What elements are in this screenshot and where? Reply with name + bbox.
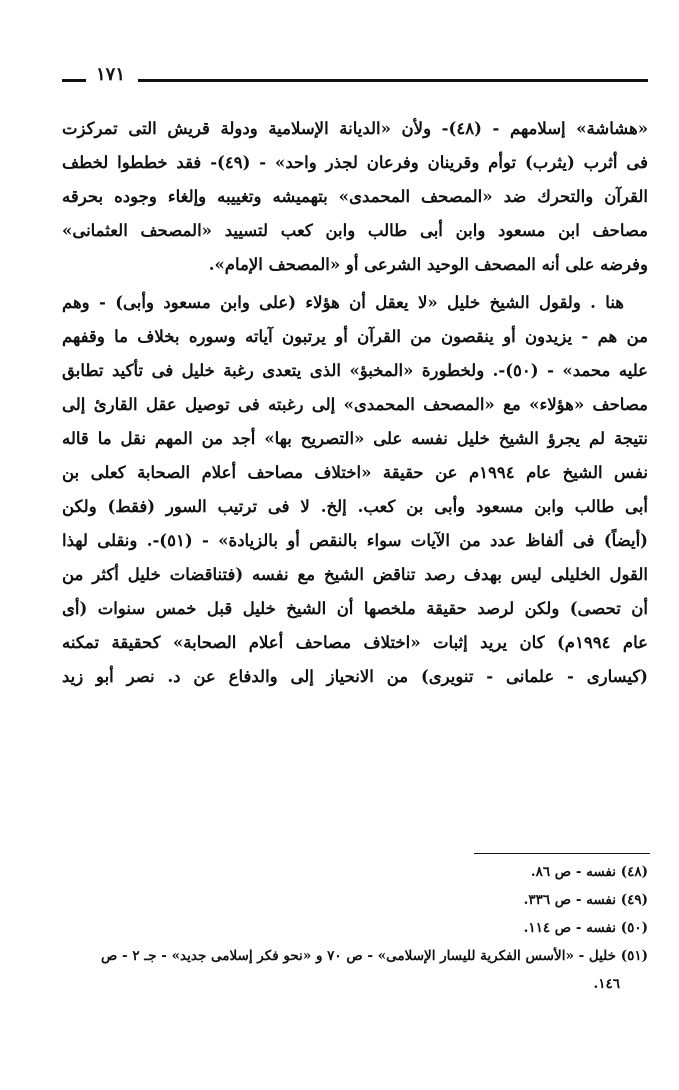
footnote-separator bbox=[474, 853, 650, 854]
text-line: نفس الشيخ عام ١٩٩٤م عن حقيقة «اختلاف مصاحف أعلام الصحابة كعلى بن bbox=[62, 463, 648, 482]
text-line: هنا . ولقول الشيخ خليل «لا يعقل أن هؤلاء (على وابن مسعود وأبى) - وهم bbox=[62, 293, 624, 312]
text-line: عام ١٩٩٤م) كان يريد إثبات «اختلاف مصاحف أعلام الصحابة» كحقيقة تمكنه bbox=[62, 633, 648, 652]
footnote: (٤٩) نفسه - ص ٣٣٦. bbox=[523, 892, 648, 908]
page-number: ١٧١ bbox=[96, 64, 126, 85]
footnotes bbox=[62, 858, 648, 998]
text-line: من هم - يزيدون أو ينقصون من القرآن أو يرتبون آياته وسوره بخلاف ما وقفهم bbox=[62, 327, 648, 346]
text-line: عليه محمد» - (٥٠)-. ولخطورة «المخبؤ» الذى يتعدى رغبة خليل فى تأكيد تطابق bbox=[62, 361, 648, 380]
text-line: أن تحصى) ولكن لرصد حقيقة ملخصها أن الشيخ خليل قبل خمس سنوات (أى bbox=[62, 599, 648, 618]
text-line: مصاحف ابن مسعود وابن أبى طالب وابن كعب لتسييد «المصحف العثمانى» bbox=[62, 221, 648, 240]
text-line: مصاحف «هؤلاء» مع «المصحف المحمدى» إلى رغبته فى توصيل عقل القارئ إلى bbox=[62, 395, 648, 414]
header-rule-left bbox=[62, 79, 86, 82]
footnote: (٥١) خليل - «الأسس الفكرية لليسار الإسلامى» - ص ٧٠ و «نحو فكر إسلامى جديد» - جـ ٢ - ص bbox=[101, 948, 648, 964]
header-rule-right bbox=[138, 79, 648, 82]
text-line: (كيسارى - علمانى - تنويرى) من الانحياز إلى والدفاع عن د. نصر أبو زيد bbox=[62, 667, 648, 686]
footnote-continuation: ١٤٦. bbox=[593, 976, 620, 992]
text-line: نتيجة لم يجرؤ الشيخ خليل نفسه على «التصريح بها» أجد من المهم نقل ما قاله bbox=[62, 429, 648, 448]
body-text bbox=[62, 112, 648, 694]
text-line: القرآن والتحرك ضد «المصحف المحمدى» بتهميشه وتغييبه وإلغاء وجوده بحرقه bbox=[62, 187, 648, 206]
text-line: فى أثرب (يثرب) توأم وقرينان وفرعان لجذر واحد» - (٤٩)- فقد خططوا لخطف bbox=[62, 153, 648, 172]
footnote: (٤٨) نفسه - ص ٨٦. bbox=[530, 864, 648, 880]
page-header bbox=[62, 62, 648, 92]
text-line: وفرضه على أنه المصحف الوحيد الشرعى أو «المصحف الإمام». bbox=[208, 255, 648, 274]
text-line: القول الخليلى ليس بهدف رصد تناقض الشيخ مع نفسه (فتناقضات خليل أكثر من bbox=[62, 565, 648, 584]
text-line: (أيضاً) فى ألفاظ عدد من الآيات سواء بالنقص أو بالزيادة» - (٥١)-. ونقلى لهذا bbox=[62, 531, 648, 550]
footnote: (٥٠) نفسه - ص ١١٤. bbox=[523, 920, 648, 936]
paragraph-1 bbox=[62, 112, 648, 282]
paragraph-2 bbox=[62, 286, 648, 694]
text-line: أبى طالب وابن مسعود وأبى بن كعب. إلخ. لا فى ترتيب السور (فقط) ولكن bbox=[62, 497, 648, 516]
text-line: «هشاشة» إسلامهم - (٤٨)- ولأن «الديانة الإسلامية ودولة قريش التى تمركزت bbox=[62, 119, 648, 138]
